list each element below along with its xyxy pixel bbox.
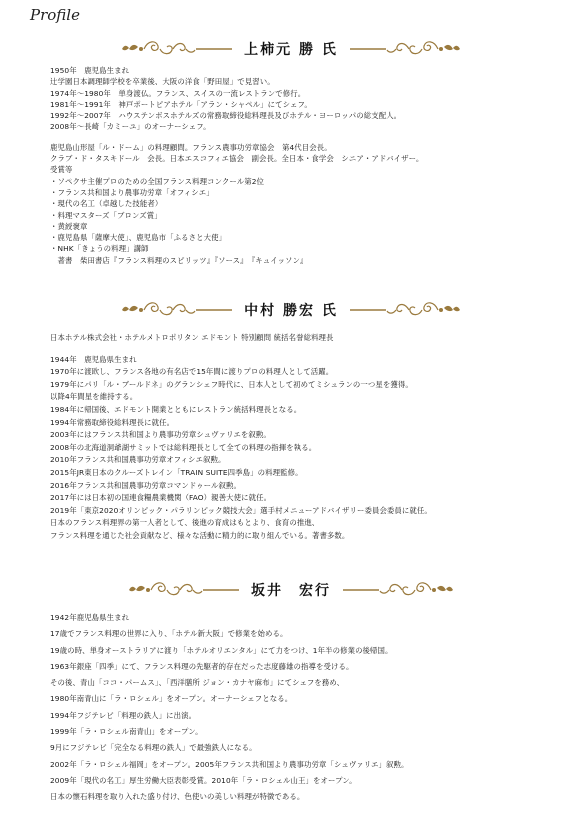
profile-line: 19歳の時、単身オーストラリアに渡り「ホテルオリエンタル」にて力をつけ、1年半の修業の後帰国。 [50,645,393,655]
profile-line: 9月にフジテレビ「完全なる料理の鉄人」で最強鉄人になる。 [50,743,257,753]
ornament-left-icon [120,299,232,321]
profile-line: 1970年に渡欧し、フランス各地の有名店で15年間に渡りプロの料理人として活躍。 [50,367,334,377]
profile-line: ・ソペクサ主催プロのための全国フランス料理コンクール第2位 [50,176,265,186]
profile-line: ・NHK「きょうの料理」講師 [50,244,149,254]
profile-line: 2015年JR東日本のクルーズトレイン「TRAIN SUITE四季島」の料理監修。 [50,467,303,477]
profile-line: 2008年の北海道洞爺湖サミットでは総料理長として全ての料理の指揮を執る。 [50,442,317,452]
profile-line: 1980年南青山に「ラ・ロシェル」をオープン。オーナーシェフとなる。 [50,694,293,704]
profile-line: 1984年に帰国後、エドモント開業とともにレストラン統括料理長となる。 [50,404,302,414]
profile-line: ・料理マスターズ「ブロンズ賞」 [50,210,162,220]
profile-line: ・鹿児島県「薩摩大使」、鹿児島市「ふるさと大使」 [50,233,227,243]
profile-line: 2009年「現代の名工」厚生労働大臣表彰受賞。2010年「ラ・ロシェル山王」をオープン。 [50,775,357,785]
profile-line: フランス料理を通じた社会貢献など、様々な活動に精力的に取り組んでいる。著書多数。 [50,530,350,540]
profile-line: 17歳でフランス料理の世界に入り、「ホテル新大阪」で修業を始める。 [50,629,288,639]
profile-line: ・現代の名工（卓越した技能者） [50,199,163,209]
profile-line: 1994年常務取締役総料理長に就任。 [50,417,175,427]
profile-line: 1974年～1980年 単身渡仏。フランス、スイスの一流レストランで修行。 [50,88,306,98]
profile-line: 以降4年間星を維持する。 [50,392,138,402]
profile-line: 1944年 鹿児島県生まれ [50,354,137,364]
profile-line: 1994年フジテレビ「料理の鉄人」に出演。 [50,710,197,720]
ornament-left-icon [120,38,232,60]
profile-line: 2008年～長崎「カミーユ」のオーナーシェフ。 [50,122,211,132]
profile-line: その後、青山「ココ・パームス」、「西洋膳所 ジョン・カナヤ麻布」にてシェフを務め、 [50,678,345,688]
person-name: 坂井 宏行 [251,583,331,599]
profile-line: ・黄綬褒章 [50,221,88,231]
profile-line: 1963年銀座「四季」にて、フランス料理の先駆者的存在だった志度藤雄の指導を受ける。 [50,661,354,671]
profile-line: ・フランス共和国より農事功労章「オフィシエ」 [50,187,214,197]
profile-line: 日本の懐石料理を取り入れた盛り付け、色使いの美しい料理が特徴である。 [50,792,305,802]
profile-line: 2010年フランス共和国農事功労章オフィシエ叙勲。 [50,455,226,465]
ornament-right-icon [350,38,462,60]
profile-text-block-2 [50,332,570,543]
profile-line: 日本のフランス料理界の第一人者として、後進の育成はもとより、食育の推進、 [50,518,320,528]
profile-line: 辻学園日本調理師学校を卒業後、大阪の洋食「野田屋」で見習い。 [50,77,275,87]
name-header-1 [58,38,524,60]
page-title: Profile [30,6,80,24]
profile-line: 2017年には日本初の国連食糧農業機関（FAO）親善大使に就任。 [50,493,272,503]
profile-text-block-1 [50,65,570,266]
profile-line: 1999年「ラ・ロシェル南青山」をオープン。 [50,727,203,737]
profile-line: 1992年～2007年 ハウステンボスホテルズの常務取締役総料理長及びホテル・ヨーロッパの総支配人。 [50,111,402,121]
name-header-2 [58,299,524,321]
profile-line: 著書 柴田書店『フランス料理のスピリッツ』『ソース』 『キュイッソン』 [50,255,308,265]
profile-line: 1981年～1991年 神戸ポートピアホテル「アラン・シャペル」にてシェフ。 [50,99,312,109]
profile-line: 1950年 鹿児島生まれ [50,66,130,75]
profile-line: 2016年フランス共和国農事功労章コマンドゥール叙勲。 [50,480,241,490]
profile-line: 受賞等 [50,165,73,175]
ornament-right-icon [350,299,462,321]
profile-line: 鹿児島山形屋「ル・ドーム」の料理顧問。フランス農事功労章協会 第4代目会長。 [50,142,332,152]
name-header-3 [58,579,524,601]
ornament-right-icon [343,579,455,601]
profile-line: 1979年にパリ「ル・ブールドネ」のグランシェフ時代に、日本人として初めてミシュランの一つ星を獲得。 [50,379,413,389]
profile-line: 日本ホテル株式会社・ホテルメトロポリタン エドモント 特別顧問 統括名誉総料理長 [50,333,334,342]
ornament-left-icon [127,579,239,601]
person-name: 中村 勝宏 氏 [244,303,338,319]
profile-line: 2003年にはフランス共和国より農事功労章シュヴァリエを叙勲。 [50,430,271,440]
profile-line: 2002年「ラ・ロシェル福岡」をオープン。2005年フランス共和国より農事功労章「シュヴァリエ」叙勲。 [50,759,409,769]
person-name: 上柿元 勝 氏 [244,42,338,58]
profile-line: 2019年「東京2020オリンピック・パラリンピック競技大会」選手村メニューアドバイザリー委員会委員に就任。 [50,505,432,515]
profile-line: クラブ・ド・タスキドール 会長。日本エスコフィエ協会 副会長。全日本・食学会 シニア・アドバイザー。 [50,154,424,164]
profile-line: 1942年鹿児島県生まれ [50,613,130,622]
profile-text-block-3 [50,610,570,806]
